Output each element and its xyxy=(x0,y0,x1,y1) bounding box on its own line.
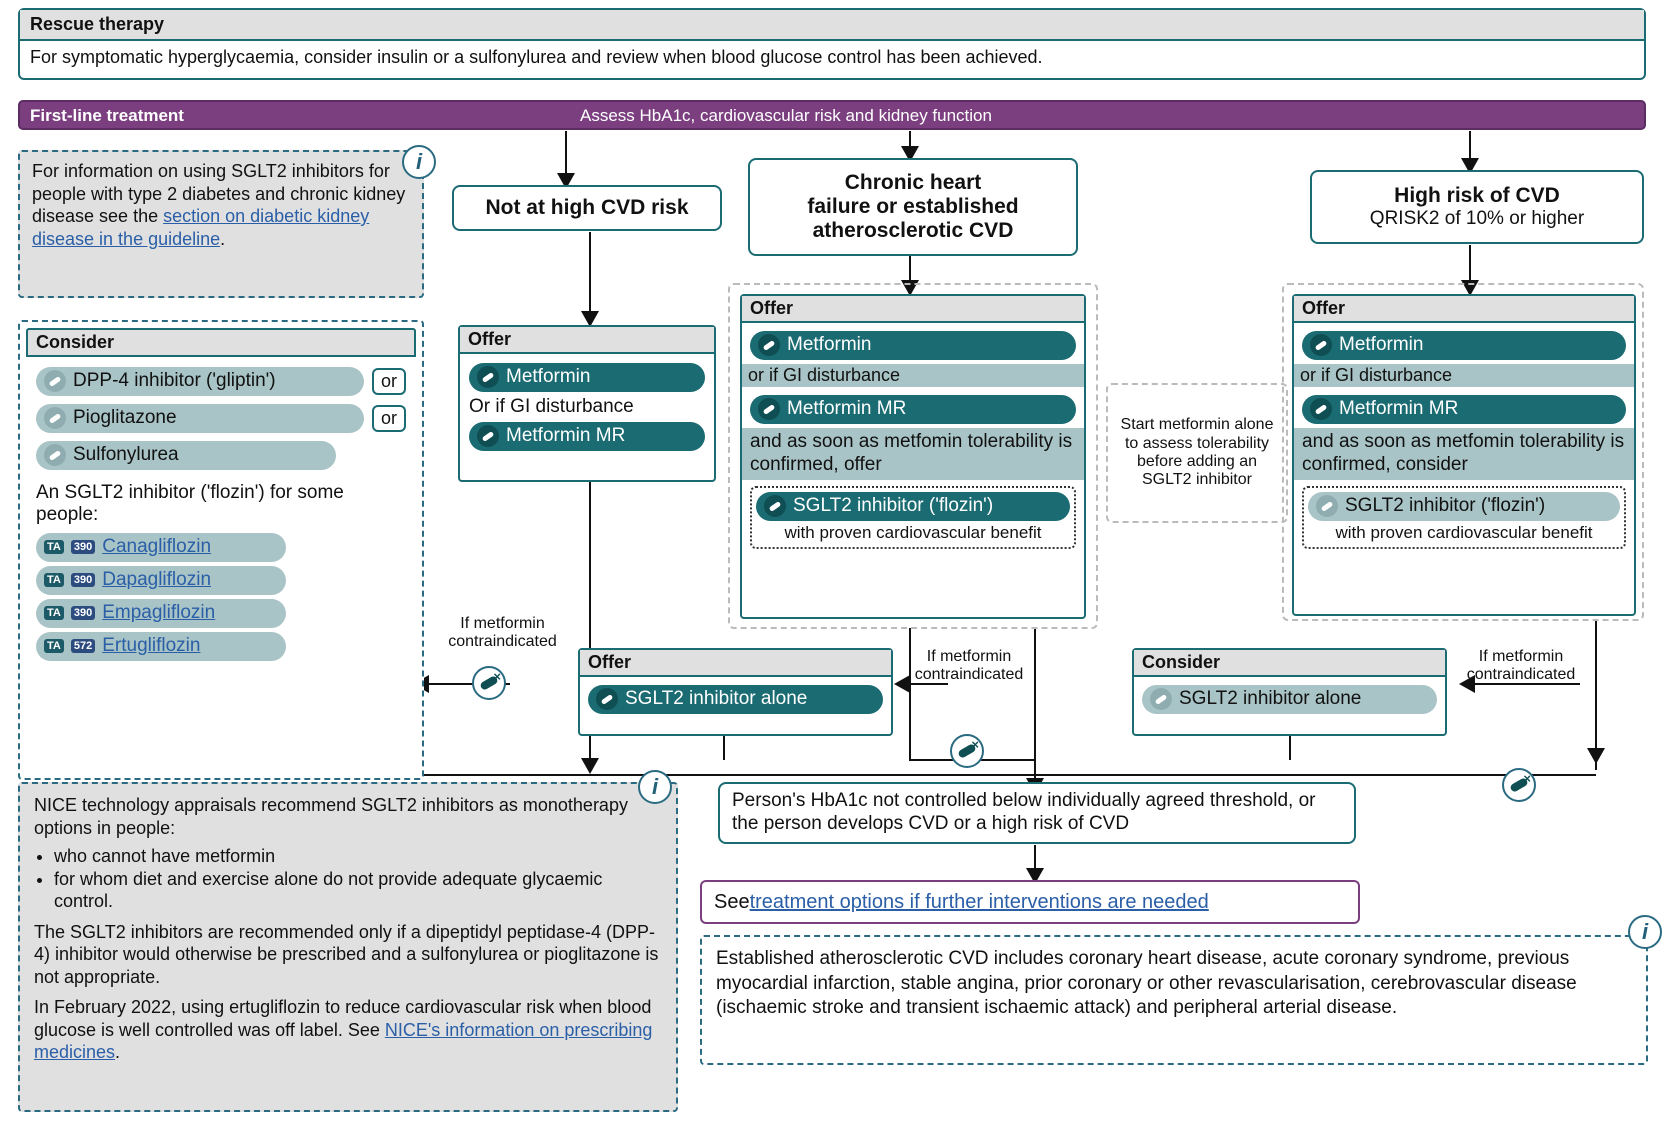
info-cvd-text: Established atherosclerotic CVD includes coronary heart disease, acute coronary syndrome, previous myocardial infarction, stable angina, prior coronary or other revascularisation, cerebrovascular disease (ischaemic stroke and transient ischaemic attack) and peripheral arterial disease. xyxy=(716,948,1577,1019)
capsule-icon xyxy=(44,370,66,392)
capsule-icon xyxy=(44,444,66,466)
diabetic-kidney-disease-link[interactable]: section on diabetic kidney disease in the guideline xyxy=(32,206,370,249)
pill-sglt2-highrisk[interactable] xyxy=(1308,492,1620,521)
pill-sglt2-highrisk-label: SGLT2 inhibitor ('flozin') xyxy=(1345,494,1546,516)
consider-panel xyxy=(26,328,416,772)
chf-title-line1: Chronic heart xyxy=(844,170,982,194)
pill-metformin-mr-highrisk[interactable] xyxy=(1302,395,1626,424)
rescue-therapy-box xyxy=(18,8,1646,80)
pill-metformin-mr-low-label: Metformin MR xyxy=(506,425,626,446)
or-gi-highrisk: or if GI disturbance xyxy=(1294,364,1634,387)
offer-header-chf: Offer xyxy=(742,296,1084,323)
and-soon-chf: and as soon as metfomin tolerability is confirmed, offer xyxy=(742,428,1084,480)
drug-empagliflozin-label[interactable]: Empagliflozin xyxy=(102,601,216,623)
or-gi-low: Or if GI disturbance xyxy=(469,396,634,417)
capsule-icon xyxy=(1310,398,1332,420)
contra-label-left: If metformin contraindicated xyxy=(448,615,557,651)
pill-metformin-low[interactable] xyxy=(469,363,705,392)
drug-empagliflozin[interactable] xyxy=(36,599,286,628)
pill-sglt2-alone-consider[interactable] xyxy=(1142,685,1437,714)
info-icon-ckd[interactable]: i xyxy=(402,145,436,179)
see-prefix: See xyxy=(714,890,750,913)
capsule-icon xyxy=(1150,688,1172,710)
option-pioglitazone[interactable] xyxy=(36,404,364,433)
metformin-contraindicated-icon-left: × xyxy=(472,666,506,700)
start-metformin-note-text: Start metformin alone to assess tolerability before adding an SGLT2 inhibitor xyxy=(1120,416,1274,489)
capsule-icon xyxy=(596,688,618,710)
or-connector-2: or xyxy=(372,405,406,432)
ta-badge: TA xyxy=(44,606,64,620)
node-chronic-heart-failure xyxy=(748,158,1078,256)
capsule-icon xyxy=(758,398,780,420)
chf-title-line2: failure or established xyxy=(807,194,1019,218)
capsule-icon xyxy=(1310,334,1332,356)
panel-sglt2-alone-offer xyxy=(578,648,893,736)
offer-header-alone: Offer xyxy=(580,650,891,677)
node-high-risk-cvd xyxy=(1310,170,1644,244)
first-line-label: First-line treatment xyxy=(30,106,184,125)
box-hba1c-not-controlled xyxy=(718,782,1356,844)
option-sulfonylurea-label: Sulfonylurea xyxy=(73,444,179,465)
panel-offer-chf xyxy=(740,294,1086,619)
node-not-high-cvd-risk-label: Not at high CVD risk xyxy=(485,196,689,219)
ta-badge: TA xyxy=(44,639,64,653)
pill-sglt2-chf-label: SGLT2 inhibitor ('flozin') xyxy=(793,494,994,516)
pill-metformin-mr-chf-label: Metformin MR xyxy=(787,398,907,419)
prescribing-medicines-link[interactable]: NICE's information on prescribing medicines xyxy=(34,1019,653,1062)
rescue-therapy-body: For symptomatic hyperglycaemia, consider insulin or a sulfonylurea and review when blood glucose control has been achieved. xyxy=(30,47,1043,67)
ta-number: 390 xyxy=(71,540,95,554)
info-ta-bullet-2: • for whom diet and exercise alone do not provide adequate glycaemic control. xyxy=(54,868,662,913)
info-ta-p2: The SGLT2 inhibitors are recommended only if a dipeptidyl peptidase-4 (DPP-4) inhibitor would otherwise be prescribed and a sulfonylurea or pioglitazone is not appropriate. xyxy=(34,921,659,987)
capsule-icon xyxy=(477,425,499,447)
pill-sglt2-chf[interactable] xyxy=(756,492,1070,521)
info-icon-cvd[interactable]: i xyxy=(1628,915,1662,949)
pill-sglt2-alone-offer[interactable] xyxy=(588,685,883,714)
pill-metformin-low-label: Metformin xyxy=(506,366,591,387)
pill-sglt2-alone-offer-label: SGLT2 inhibitor alone xyxy=(625,688,808,709)
pill-metformin-highrisk-label: Metformin xyxy=(1339,334,1424,355)
drug-dapagliflozin-label[interactable]: Dapagliflozin xyxy=(102,568,212,590)
offer-header-low: Offer xyxy=(460,327,714,354)
capsule-icon xyxy=(764,495,786,517)
info-ta-p3 xyxy=(34,996,662,1064)
metformin-contraindicated-icon-middle: × xyxy=(950,734,984,768)
first-line-treatment-bar xyxy=(18,100,1646,130)
contra-label-middle: If metformin contraindicated xyxy=(914,648,1024,684)
highrisk-title-line1: High risk of CVD xyxy=(1394,184,1560,207)
info-ta-bullet-1: • who cannot have metformin xyxy=(54,845,662,868)
panel-offer-highrisk xyxy=(1292,294,1636,616)
metformin-contraindicated-icon-right: × xyxy=(1502,768,1536,802)
option-dpp4-label: DPP-4 inhibitor ('gliptin') xyxy=(73,370,276,391)
ta-number: 572 xyxy=(71,639,95,653)
ta-badge: TA xyxy=(44,540,64,554)
pill-metformin-mr-highrisk-label: Metformin MR xyxy=(1339,398,1459,419)
offer-header-highrisk: Offer xyxy=(1294,296,1634,323)
ta-number: 390 xyxy=(71,573,95,587)
start-metformin-note xyxy=(1106,383,1288,523)
capsule-icon xyxy=(758,334,780,356)
info-ta-p3-before: In February 2022, using ertugliflozin to reduce cardiovascular risk when blood glucose is well controlled was off label. See xyxy=(34,997,652,1040)
node-not-high-cvd-risk xyxy=(452,185,722,231)
option-pioglitazone-label: Pioglitazone xyxy=(73,407,177,428)
sglt2-note-highrisk: with proven cardiovascular benefit xyxy=(1335,522,1593,542)
or-connector-1: or xyxy=(372,368,406,395)
sglt2-dotted-chf xyxy=(750,486,1076,549)
consider-header-alone: Consider xyxy=(1134,650,1445,677)
pill-metformin-mr-chf[interactable] xyxy=(750,395,1076,424)
info-ckd-box xyxy=(18,150,424,298)
info-ckd-text-before: For information on using SGLT2 inhibitors for people with type 2 diabetes and chronic kidney disease see the xyxy=(32,161,406,226)
info-ta-p1: NICE technology appraisals recommend SGLT2 inhibitors as monotherapy options in people: xyxy=(34,795,628,838)
sglt2-note-chf: with proven cardiovascular benefit xyxy=(784,522,1042,542)
capsule-icon xyxy=(1316,495,1338,517)
highrisk-title-line2: QRISK2 of 10% or higher xyxy=(1369,208,1585,230)
option-sulfonylurea[interactable] xyxy=(36,441,336,470)
drug-dapagliflozin[interactable] xyxy=(36,566,286,595)
info-ckd-text-after: . xyxy=(220,228,226,249)
contra-label-right: If metformin contraindicated xyxy=(1466,648,1576,684)
hba1c-not-controlled-text: Person's HbA1c not controlled below individually agreed threshold, or the person develops CVD or a high risk of CVD xyxy=(732,790,1316,834)
pill-metformin-chf-label: Metformin xyxy=(787,334,872,355)
info-icon-ta[interactable]: i xyxy=(638,770,672,804)
drug-ertugliflozin-label[interactable]: Ertugliflozin xyxy=(102,634,201,656)
sglt2-intro: An SGLT2 inhibitor ('flozin') for some people: xyxy=(36,482,344,526)
pill-metformin-mr-low[interactable] xyxy=(469,422,705,451)
info-ta-box xyxy=(18,782,678,1112)
assess-label: Assess HbA1c, cardiovascular risk and kidney function xyxy=(580,106,992,125)
capsule-icon xyxy=(477,366,499,388)
consider-header: Consider xyxy=(26,328,416,357)
rescue-therapy-title: Rescue therapy xyxy=(20,10,1644,41)
ta-badge: TA xyxy=(44,573,64,587)
info-cvd-box xyxy=(700,935,1648,1065)
pill-metformin-chf[interactable] xyxy=(750,331,1076,360)
option-dpp4[interactable] xyxy=(36,367,364,396)
treatment-options-link[interactable]: treatment options if further interventions are needed xyxy=(749,890,1209,913)
ta-number: 390 xyxy=(71,606,95,620)
info-ta-p3-after: . xyxy=(115,1042,121,1062)
box-see-treatment-options[interactable] xyxy=(700,880,1360,924)
and-soon-highrisk: and as soon as metfomin tolerability is confirmed, consider xyxy=(1294,428,1634,480)
panel-offer-low-risk xyxy=(458,325,716,482)
pill-sglt2-alone-consider-label: SGLT2 inhibitor alone xyxy=(1179,688,1362,709)
or-gi-chf: or if GI disturbance xyxy=(742,364,1084,387)
drug-ertugliflozin[interactable] xyxy=(36,632,286,661)
capsule-icon xyxy=(44,407,66,429)
chf-title-line3: atherosclerotic CVD xyxy=(812,219,1014,243)
drug-canagliflozin[interactable] xyxy=(36,533,286,562)
drug-canagliflozin-label[interactable]: Canagliflozin xyxy=(102,535,212,557)
sglt2-dotted-highrisk xyxy=(1302,486,1626,549)
panel-sglt2-alone-consider xyxy=(1132,648,1447,736)
pill-metformin-highrisk[interactable] xyxy=(1302,331,1626,360)
